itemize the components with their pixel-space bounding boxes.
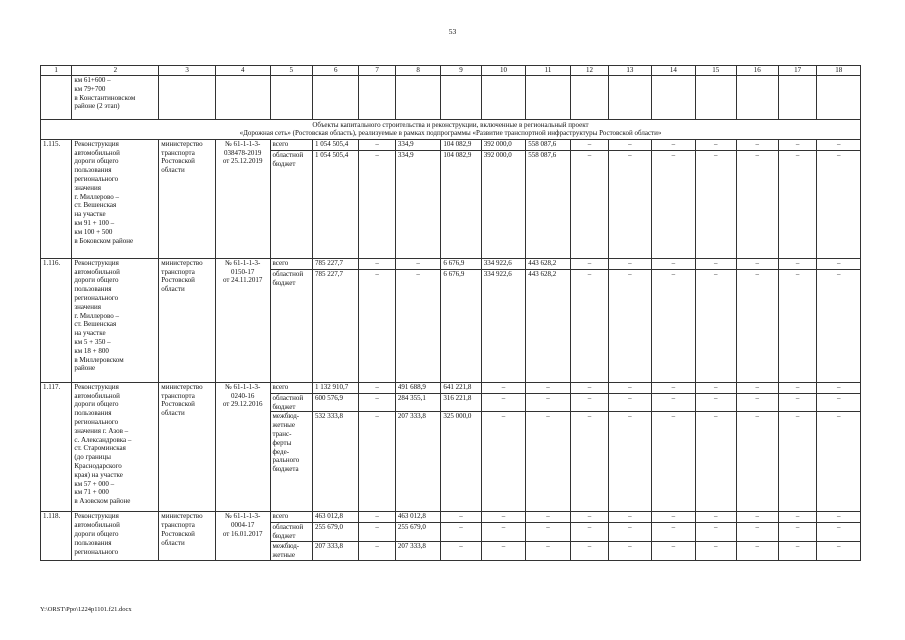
- amount-col-17: –: [778, 382, 816, 393]
- amount-col-18: –: [817, 382, 861, 393]
- amount-col-11: 558 087,6: [526, 139, 570, 150]
- design-document: № 61-1-1-3- 0240-16 от 29.12.2016: [215, 382, 270, 512]
- amount-col-14: –: [651, 412, 695, 512]
- amount-col-14: –: [651, 393, 695, 412]
- column-number-row: [41, 66, 861, 76]
- amount-col-14: –: [651, 523, 695, 542]
- funding-table: [40, 65, 861, 561]
- amount-col-7: –: [359, 139, 395, 150]
- amount-col-15: –: [696, 412, 736, 512]
- amount-col-6: 785 227,7: [312, 269, 359, 382]
- amount-col-6: 532 333,8: [312, 412, 359, 512]
- amount-col-7: –: [359, 150, 395, 258]
- amount-col-11: –: [526, 542, 570, 561]
- amount-col-16: –: [736, 269, 778, 382]
- amount-col-10: –: [481, 542, 525, 561]
- amount-col-6: 1 054 505,4: [312, 139, 359, 150]
- object-name: Реконструкция автомобильной дороги общего пользования регионального значения г. Миллерово – ст. Вешенская на участке км 91 + 100 – км 100 + 500 в Боковском районе: [72, 139, 159, 258]
- amount-col-9: 6 676,9: [441, 258, 481, 269]
- design-document: № 61-1-1-3- 0150-17 от 24.11.2017: [215, 258, 270, 382]
- amount-col-9: –: [441, 542, 481, 561]
- amount-col-11: 443 628,2: [526, 258, 570, 269]
- col-number: 13: [609, 66, 651, 76]
- amount-col-17: –: [778, 393, 816, 412]
- amount-col-18: –: [817, 542, 861, 561]
- amount-col-17: –: [778, 542, 816, 561]
- customer-name: министерство транспорта Ростовской области: [159, 258, 216, 382]
- amount-col-11: 443 628,2: [526, 269, 570, 382]
- amount-col-8: 284 355,1: [395, 393, 440, 412]
- amount-col-14: –: [651, 258, 695, 269]
- amount-col-13: –: [609, 393, 651, 412]
- col-number: 2: [72, 66, 159, 76]
- col-number: 7: [359, 66, 395, 76]
- funding-source: всего: [270, 382, 312, 393]
- amount-col-18: –: [817, 150, 861, 258]
- col-number: 15: [696, 66, 736, 76]
- continuation-row: [41, 76, 861, 120]
- amount-col-7: –: [359, 523, 395, 542]
- amount-col-15: –: [696, 139, 736, 150]
- amount-col-7: –: [359, 512, 395, 523]
- amount-col-7: –: [359, 542, 395, 561]
- col-number: 8: [395, 66, 440, 76]
- col-number: 17: [778, 66, 816, 76]
- amount-col-9: 325 000,0: [441, 412, 481, 512]
- amount-col-13: –: [609, 258, 651, 269]
- amount-col-17: –: [778, 512, 816, 523]
- amount-col-15: –: [696, 269, 736, 382]
- amount-col-10: 392 000,0: [481, 139, 525, 150]
- amount-col-13: –: [609, 382, 651, 393]
- amount-col-18: –: [817, 258, 861, 269]
- object-name: км 61+600 – км 79+700 в Константиновском районе (2 этап): [72, 76, 159, 120]
- amount-col-16: –: [736, 258, 778, 269]
- amount-col-6: 207 333,8: [312, 542, 359, 561]
- amount-col-10: –: [481, 512, 525, 523]
- amount-col-9: 6 676,9: [441, 269, 481, 382]
- object-number: 1.118.: [41, 512, 72, 560]
- amount-col-10: 334 922,6: [481, 269, 525, 382]
- amount-col-16: –: [736, 150, 778, 258]
- col-number: 11: [526, 66, 570, 76]
- funding-source: областной бюджет: [270, 269, 312, 382]
- col-number: 10: [481, 66, 525, 76]
- object-number: 1.117.: [41, 382, 72, 512]
- funding-source: межбюд- жетные транс- ферты феде- рального бюджета: [270, 412, 312, 512]
- amount-col-11: –: [526, 382, 570, 393]
- amount-col-18: –: [817, 523, 861, 542]
- amount-col-16: –: [736, 382, 778, 393]
- amount-col-15: –: [696, 512, 736, 523]
- amount-col-11: –: [526, 412, 570, 512]
- amount-col-12: –: [570, 382, 608, 393]
- funding-source: областной бюджет: [270, 150, 312, 258]
- amount-col-14: –: [651, 542, 695, 561]
- object-number: 1.116.: [41, 258, 72, 382]
- amount-col-13: –: [609, 150, 651, 258]
- col-number: 6: [312, 66, 359, 76]
- amount-col-9: 316 221,8: [441, 393, 481, 412]
- amount-col-18: –: [817, 412, 861, 512]
- amount-col-6: 255 679,0: [312, 523, 359, 542]
- amount-col-9: 641 221,8: [441, 382, 481, 393]
- amount-col-16: –: [736, 139, 778, 150]
- customer-name: министерство транспорта Ростовской области: [159, 139, 216, 258]
- object-number: 1.115.: [41, 139, 72, 258]
- table-row: [41, 139, 861, 150]
- amount-col-8: 334,9: [395, 139, 440, 150]
- amount-col-12: –: [570, 412, 608, 512]
- amount-col-6: 785 227,7: [312, 258, 359, 269]
- design-document: № 61-1-1-3- 038478-2019 от 25.12.2019: [215, 139, 270, 258]
- customer-name: министерство транспорта Ростовской области: [159, 512, 216, 560]
- amount-col-12: –: [570, 393, 608, 412]
- funding-source: всего: [270, 512, 312, 523]
- amount-col-17: –: [778, 258, 816, 269]
- funding-source: областной бюджет: [270, 523, 312, 542]
- amount-col-14: –: [651, 139, 695, 150]
- amount-col-9: 104 082,9: [441, 139, 481, 150]
- amount-col-17: –: [778, 412, 816, 512]
- object-name: Реконструкция автомобильной дороги общего пользования регионального значения г. Миллерово – ст. Вешенская на участке км 5 + 350 – км 18 + 800 в Миллеровском районе: [72, 258, 159, 382]
- amount-col-13: –: [609, 512, 651, 523]
- amount-col-9: –: [441, 512, 481, 523]
- amount-col-8: 207 333,8: [395, 412, 440, 512]
- col-number: 12: [570, 66, 608, 76]
- amount-col-7: –: [359, 258, 395, 269]
- amount-col-8: 334,9: [395, 150, 440, 258]
- amount-col-6: 1 132 910,7: [312, 382, 359, 393]
- amount-col-12: –: [570, 269, 608, 382]
- object-name: Реконструкция автомобильной дороги общего пользования регионального значения г. Азов – с. Александровка – ст. Староминская (до границы Краснодарского края) на участке км 57 + 000 – км 71 + 000 в Азовском районе: [72, 382, 159, 512]
- amount-col-12: –: [570, 139, 608, 150]
- table-row: [41, 512, 861, 523]
- amount-col-10: –: [481, 382, 525, 393]
- amount-col-7: –: [359, 412, 395, 512]
- page-number: 53: [448, 27, 457, 36]
- col-number: 4: [215, 66, 270, 76]
- amount-col-17: –: [778, 139, 816, 150]
- col-number: 9: [441, 66, 481, 76]
- amount-col-15: –: [696, 382, 736, 393]
- funding-source: областной бюджет: [270, 393, 312, 412]
- amount-col-12: –: [570, 542, 608, 561]
- amount-col-8: 491 688,9: [395, 382, 440, 393]
- amount-col-6: 463 012,8: [312, 512, 359, 523]
- table-row: [41, 258, 861, 269]
- amount-col-10: –: [481, 393, 525, 412]
- amount-col-10: 334 922,6: [481, 258, 525, 269]
- amount-col-15: –: [696, 542, 736, 561]
- design-document: № 61-1-1-3- 0004-17 от 16.01.2017: [215, 512, 270, 560]
- col-number: 16: [736, 66, 778, 76]
- amount-col-15: –: [696, 150, 736, 258]
- amount-col-8: 463 012,8: [395, 512, 440, 523]
- amount-col-10: 392 000,0: [481, 150, 525, 258]
- amount-col-8: –: [395, 269, 440, 382]
- col-number: 18: [817, 66, 861, 76]
- amount-col-13: –: [609, 542, 651, 561]
- amount-col-17: –: [778, 150, 816, 258]
- funding-source: всего: [270, 139, 312, 150]
- col-number: 1: [41, 66, 72, 76]
- amount-col-14: –: [651, 512, 695, 523]
- table-row: [41, 382, 861, 393]
- amount-col-7: –: [359, 393, 395, 412]
- amount-col-18: –: [817, 393, 861, 412]
- footer-file-path: Y:\ORST\Ppo\1224p1101.f21.docx: [40, 606, 132, 613]
- amount-col-10: –: [481, 523, 525, 542]
- section-title: Объекты капитального строительства и реконструкции, включенные в региональный проект «Дорожная сеть» (Ростовская область), реализуемые в рамках подпрограммы «Развитие транспортной инфраструктуры Ростовской области»: [41, 120, 861, 140]
- amount-col-9: –: [441, 523, 481, 542]
- amount-col-12: –: [570, 512, 608, 523]
- amount-col-17: –: [778, 523, 816, 542]
- amount-col-18: –: [817, 139, 861, 150]
- amount-col-8: 255 679,0: [395, 523, 440, 542]
- amount-col-13: –: [609, 523, 651, 542]
- customer-name: министерство транспорта Ростовской области: [159, 382, 216, 512]
- amount-col-11: –: [526, 523, 570, 542]
- amount-col-16: –: [736, 393, 778, 412]
- amount-col-11: 558 087,6: [526, 150, 570, 258]
- section-header-row: [41, 120, 861, 140]
- amount-col-14: –: [651, 269, 695, 382]
- col-number: 14: [651, 66, 695, 76]
- amount-col-13: –: [609, 139, 651, 150]
- col-number: 3: [159, 66, 216, 76]
- amount-col-14: –: [651, 150, 695, 258]
- amount-col-7: –: [359, 382, 395, 393]
- funding-source: всего: [270, 258, 312, 269]
- amount-col-6: 1 054 505,4: [312, 150, 359, 258]
- amount-col-17: –: [778, 269, 816, 382]
- amount-col-8: 207 333,8: [395, 542, 440, 561]
- amount-col-16: –: [736, 412, 778, 512]
- amount-col-12: –: [570, 258, 608, 269]
- amount-col-18: –: [817, 512, 861, 523]
- amount-col-13: –: [609, 412, 651, 512]
- amount-col-15: –: [696, 523, 736, 542]
- amount-col-16: –: [736, 523, 778, 542]
- amount-col-15: –: [696, 393, 736, 412]
- funding-source: межбюд- жетные: [270, 542, 312, 561]
- amount-col-12: –: [570, 523, 608, 542]
- amount-col-14: –: [651, 382, 695, 393]
- amount-col-15: –: [696, 258, 736, 269]
- amount-col-12: –: [570, 150, 608, 258]
- amount-col-10: –: [481, 412, 525, 512]
- amount-col-16: –: [736, 512, 778, 523]
- object-name: Реконструкция автомобильной дороги общего пользования регионального: [72, 512, 159, 560]
- amount-col-11: –: [526, 393, 570, 412]
- amount-col-6: 600 576,9: [312, 393, 359, 412]
- amount-col-18: –: [817, 269, 861, 382]
- amount-col-13: –: [609, 269, 651, 382]
- amount-col-7: –: [359, 269, 395, 382]
- col-number: 5: [270, 66, 312, 76]
- amount-col-8: –: [395, 258, 440, 269]
- amount-col-11: –: [526, 512, 570, 523]
- amount-col-16: –: [736, 542, 778, 561]
- amount-col-9: 104 082,9: [441, 150, 481, 258]
